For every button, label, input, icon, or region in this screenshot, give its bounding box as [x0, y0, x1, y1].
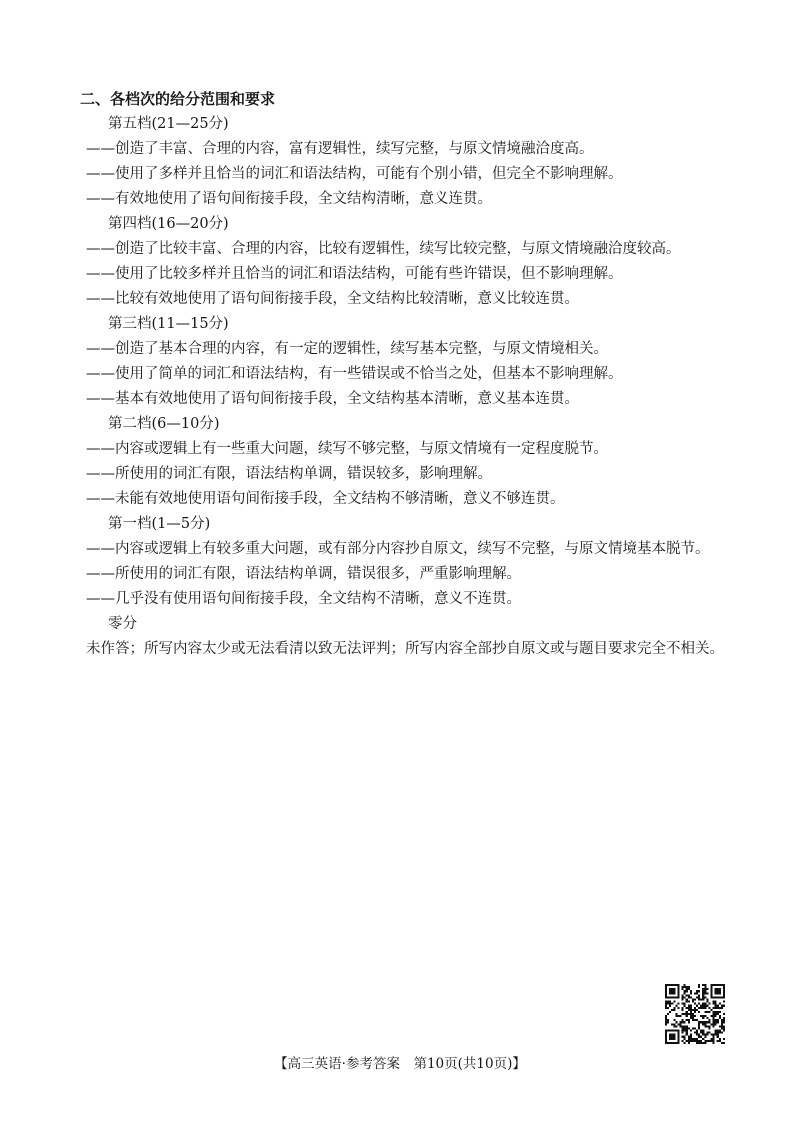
criterion-line: ——所使用的词汇有限，语法结构单调，错误很多，严重影响理解。 [86, 566, 521, 582]
criterion-line: ——基本有效地使用了语句间衔接手段，全文结构基本清晰，意义基本连贯。 [86, 391, 579, 407]
level-heading: 第五档(21—25分) [108, 116, 229, 132]
zero-score [80, 612, 730, 662]
criterion-line: ——创造了丰富、合理的内容，富有逻辑性，续写完整，与原文情境融洽度高。 [86, 141, 594, 157]
level-heading: 第四档(16—20分) [108, 216, 229, 232]
level-5 [80, 112, 730, 212]
level-heading: 第一档(1—5分) [108, 516, 211, 532]
criterion-line: ——内容或逻辑上有一些重大问题，续写不够完整，与原文情境有一定程度脱节。 [86, 441, 608, 457]
criterion-line: ——内容或逻辑上有较多重大问题，或有部分内容抄自原文，续写不完整，与原文情境基本脱节。 [86, 541, 710, 557]
criterion-line: ——有效地使用了语句间衔接手段，全文结构清晰，意义连贯。 [86, 191, 492, 207]
criterion-line: ——创造了比较丰富、合理的内容，比较有逻辑性，续写比较完整，与原文情境融洽度较高。 [86, 241, 681, 257]
criterion-line: ——比较有效地使用了语句间衔接手段，全文结构比较清晰，意义比较连贯。 [86, 291, 579, 307]
level-3 [80, 312, 730, 412]
criterion-line: ——未能有效地使用语句间衔接手段，全文结构不够清晰，意义不够连贯。 [86, 491, 565, 507]
criterion-line: ——使用了比较多样并且恰当的词汇和语法结构，可能有些许错误，但不影响理解。 [86, 266, 623, 282]
qr-code-icon [665, 984, 725, 1044]
criterion-line: ——所使用的词汇有限，语法结构单调，错误较多，影响理解。 [86, 466, 492, 482]
criterion-line: ——使用了简单的词汇和语法结构，有一些错误或不恰当之处，但基本不影响理解。 [86, 366, 623, 382]
section-title: 二、各档次的给分范围和要求 [80, 90, 276, 108]
level-heading: 第二档(6—10分) [108, 416, 220, 432]
zero-heading: 零分 [108, 616, 137, 632]
zero-description: 未作答；所写内容太少或无法看清以致无法评判；所写内容全部抄自原文或与题目要求完全不相关。 [86, 641, 724, 657]
criterion-line: ——使用了多样并且恰当的词汇和语法结构，可能有个别小错，但完全不影响理解。 [86, 166, 623, 182]
level-heading: 第三档(11—15分) [108, 316, 229, 332]
level-1 [80, 512, 730, 612]
page-footer: 【高三英语·参考答案 第10页(共10页)】 [274, 1056, 526, 1072]
level-2 [80, 412, 730, 512]
answer-key-content [80, 86, 730, 662]
criterion-line: ——几乎没有使用语句间衔接手段，全文结构不清晰，意义不连贯。 [86, 591, 521, 607]
criterion-line: ——创造了基本合理的内容，有一定的逻辑性，续写基本完整，与原文情境相关。 [86, 341, 608, 357]
level-4 [80, 212, 730, 312]
